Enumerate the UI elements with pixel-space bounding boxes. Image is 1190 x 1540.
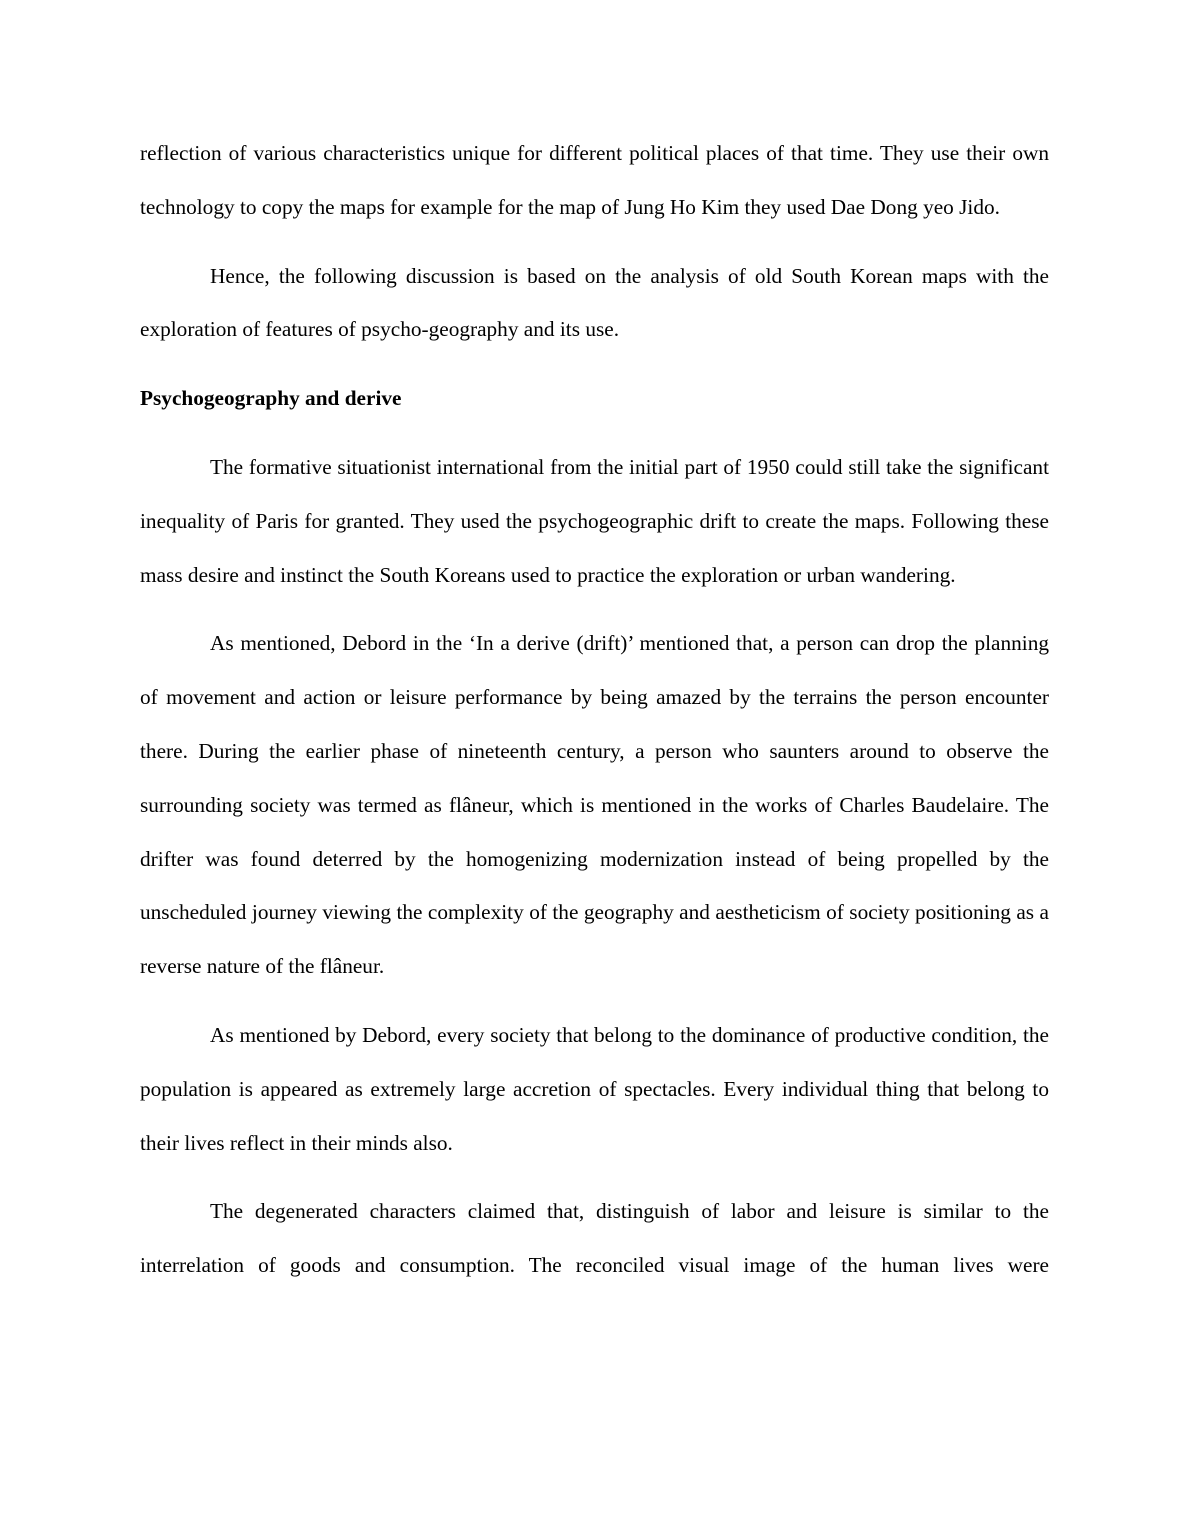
document-page xyxy=(140,127,1049,1308)
section-heading: Psychogeography and derive xyxy=(140,386,402,411)
paragraph-situationist: The formative situationist international from the initial part of 1950 could still take the significant inequality of Paris for granted. They used the psychogeographic drift to create the maps. Following these mass desire and instinct the South Koreans used to practice the exploration or urban wandering. xyxy=(140,454,1049,587)
paragraph-intro-continued: reflection of various characteristics unique for different political places of that time. They use their own technology to copy the maps for example for the map of Jung Ho Kim they used Dae Dong yeo Jido. xyxy=(140,141,1049,219)
paragraph-degenerated-characters: The degenerated characters claimed that, distinguish of labor and leisure is similar to the interrelation of goods and consumption. The reconciled visual image of the human lives were xyxy=(140,1199,1049,1278)
paragraph-hence: Hence, the following discussion is based on the analysis of old South Korean maps with the exploration of features of psycho-geography and its use. xyxy=(140,263,1049,342)
paragraph-debord-spectacles: As mentioned by Debord, every society that belong to the dominance of productive condition, the population is appeared as extremely large accretion of spectacles. Every individual thing that belong to their lives reflect in their minds also. xyxy=(140,1022,1049,1155)
paragraph-debord-derive: As mentioned, Debord in the ‘In a derive (drift)’ mentioned that, a person can drop the planning of movement and action or leisure performance by being amazed by the terrains the person encounter there. During the earlier phase of nineteenth century, a person who saunters around to observe the surrounding society was termed as flâneur, which is mentioned in the works of Charles Baudelaire. The drifter was found deterred by the homogenizing modernization instead of being propelled by the unscheduled journey viewing the complexity of the geography and aestheticism of society positioning as a reverse nature of the flâneur. xyxy=(140,631,1049,979)
